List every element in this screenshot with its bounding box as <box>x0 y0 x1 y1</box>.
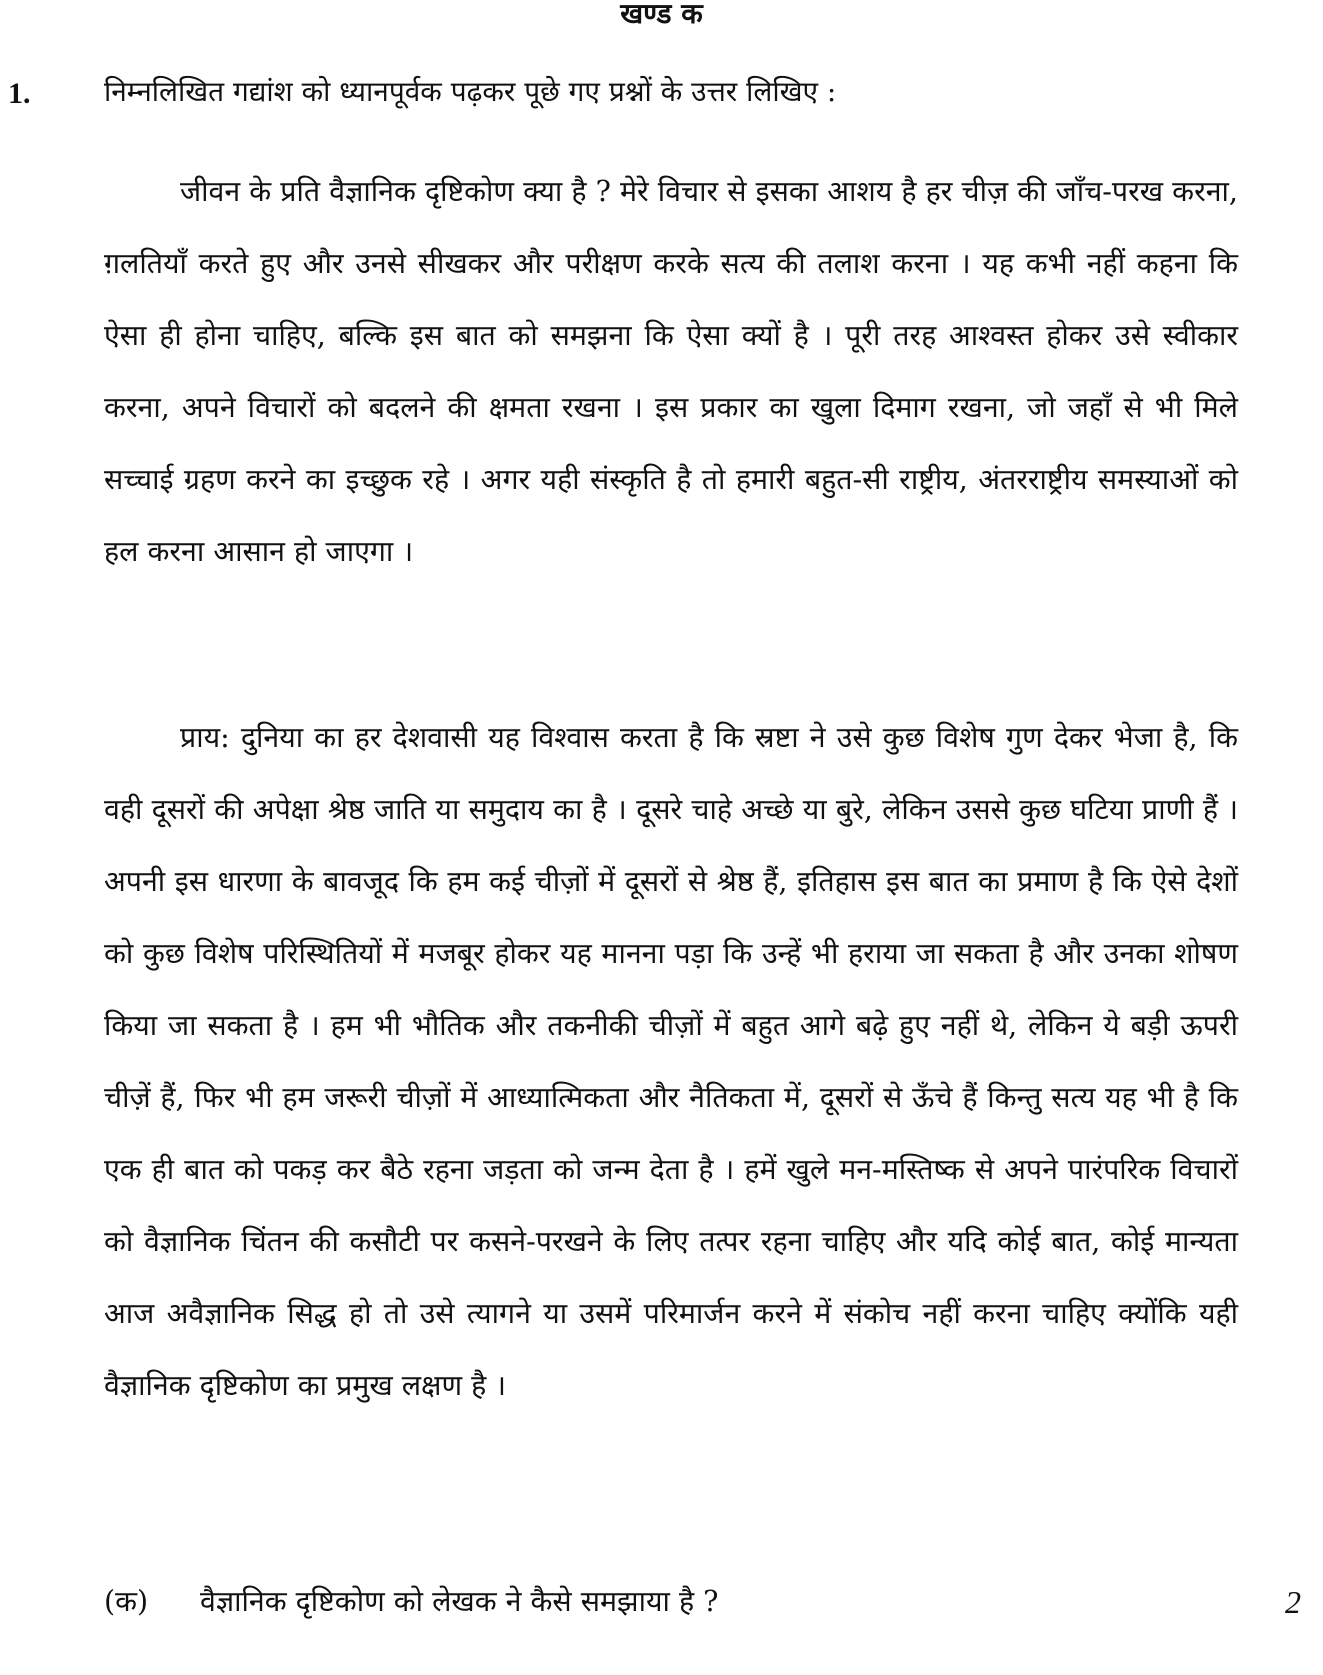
sub-question-text: वैज्ञानिक दृष्टिकोण को लेखक ने कैसे समझाया है ? <box>200 1585 719 1618</box>
section-title: खण्ड क <box>620 0 703 30</box>
question-instruction: निम्नलिखित गद्यांश को ध्यानपूर्वक पढ़कर पूछे गए प्रश्नों के उत्तर लिखिए : <box>104 75 837 108</box>
passage-paragraph-2: प्राय: दुनिया का हर देशवासी यह विश्वास करता है कि स्रष्टा ने उसे कुछ विशेष गुण देकर भेजा है, कि वही दूसरों की अपेक्षा श्रेष्ठ जाति या समुदाय का है । दूसरे चाहे अच्छे या बुरे, लेकिन उससे कुछ घटिया प्राणी हैं । अपनी इस धारणा के बावजूद कि हम कई चीज़ों में दूसरों से श्रेष्ठ हैं, इतिहास इस बात का प्रमाण है कि ऐसे देशों को कुछ विशेष परिस्थितियों में मजबूर होकर यह मानना पड़ा कि उन्हें भी हराया जा सकता है और उनका शोषण किया जा सकता है । हम भी भौतिक और तकनीकी चीज़ों में बहुत आगे बढ़े हुए नहीं थे, लेकिन ये बड़ी ऊपरी चीज़ें हैं, फिर भी हम जरूरी चीज़ों में आध्यात्मिकता और नैतिकता में, दूसरों से ऊँचे हैं किन्तु सत्य यह भी है कि एक ही बात को पकड़ कर बैठे रहना जड़ता को जन्म देता है । हमें खुले मन-मस्तिष्क से अपने पारंपरिक विचारों को वैज्ञानिक चिंतन की कसौटी पर कसने-परखने के लिए तत्पर रहना चाहिए और यदि कोई बात, कोई मान्यता आज अवैज्ञानिक सिद्ध हो तो उसे त्यागने या उसमें परिमार्जन करने में संकोच नहीं करना चाहिए क्योंकि यही वैज्ञानिक दृष्टिकोण का प्रमुख लक्षण है । <box>104 721 1239 1402</box>
page-number: 2 <box>1285 1584 1301 1620</box>
question-number: 1. <box>8 77 31 110</box>
sub-question <box>104 1580 1204 1624</box>
sub-question-marker: (क) <box>104 1585 149 1618</box>
passage-paragraph-1: जीवन के प्रति वैज्ञानिक दृष्टिकोण क्या है ? मेरे विचार से इसका आशय है हर चीज़ की जाँच-परख करना, ग़लतियाँ करते हुए और उनसे सीखकर और परीक्षण करके सत्य की तलाश करना । यह कभी नहीं कहना कि ऐसा ही होना चाहिए, बल्कि इस बात को समझना कि ऐसा क्यों है । पूरी तरह आश्वस्त होकर उसे स्वीकार करना, अपने विचारों को बदलने की क्षमता रखना । इस प्रकार का खुला दिमाग रखना, जो जहाँ से भी मिले सच्चाई ग्रहण करने का इच्छुक रहे । अगर यही संस्कृति है तो हमारी बहुत-सी राष्ट्रीय, अंतरराष्ट्रीय समस्याओं को हल करना आसान हो जाएगा । <box>104 175 1238 568</box>
